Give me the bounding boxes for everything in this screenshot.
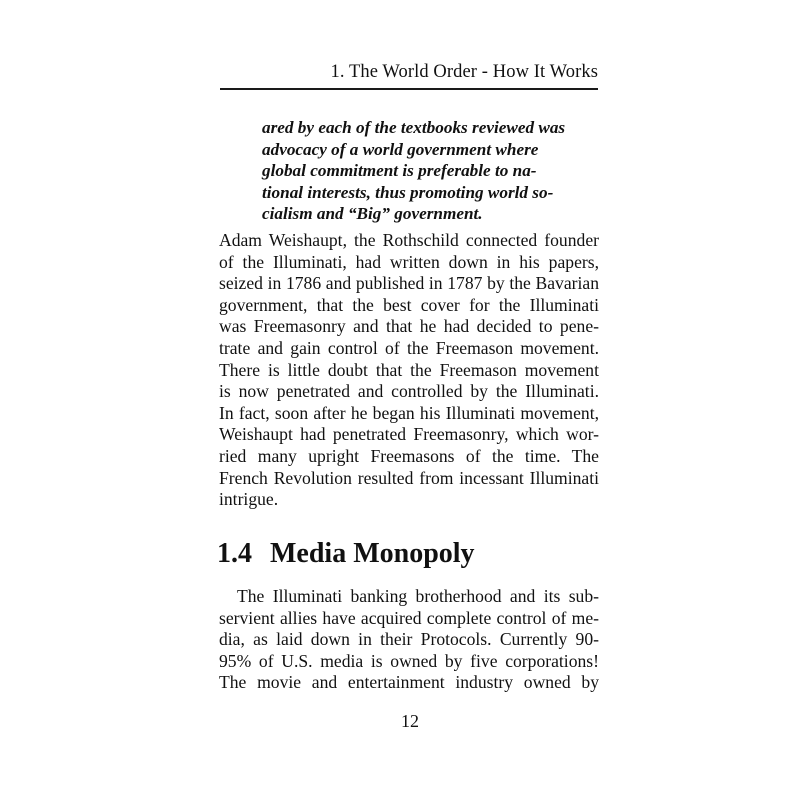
section-line: servient allies have acquired complete control of me- <box>219 607 599 628</box>
section-title: Media Monopoly <box>270 538 475 569</box>
section-line: The movie and entertainment industry owned by <box>219 672 599 693</box>
body-line: ried many upright Freemasons of the time. The <box>219 445 599 466</box>
body-line: trate and gain control of the Freemason movement. <box>219 337 599 358</box>
quote-line: global commitment is preferable to na- <box>262 161 537 181</box>
body-line: Weishaupt had penetrated Freemasonry, which wor- <box>219 424 599 445</box>
running-head: 1. The World Order - How It Works <box>330 62 598 82</box>
section-line: dia, as laid down in their Protocols. Currently 90- <box>219 629 599 650</box>
section-line: The Illuminati banking brotherhood and its sub- <box>237 586 599 606</box>
quote-line: ared by each of the textbooks reviewed was <box>262 118 566 137</box>
body-paragraph <box>219 230 599 511</box>
body-line: Adam Weishaupt, the Rothschild connected founder <box>219 230 599 250</box>
body-line: French Revolution resulted from incessant Illuminati <box>219 467 599 488</box>
quote-line: advocacy of a world government where <box>262 139 539 159</box>
section-line: 95% of U.S. media is owned by five corporations! <box>219 650 599 671</box>
section-heading <box>217 538 475 570</box>
body-line: seized in 1786 and published in 1787 by the Bavarian <box>219 273 599 294</box>
body-line: government, that the best cover for the Illuminati <box>219 294 599 315</box>
body-line: intrigue. <box>219 489 279 510</box>
section-number: 1.4 <box>217 538 252 569</box>
page-number: 12 <box>401 711 419 731</box>
body-line: of the Illuminati, had written down in his papers, <box>219 251 599 272</box>
body-line: There is little doubt that the Freemason movement <box>219 359 599 380</box>
quote-line: cialism and “Big” government. <box>262 204 483 224</box>
header-rule <box>220 88 598 90</box>
body-line: was Freemasonry and that he had decided to pene- <box>219 316 599 337</box>
section-paragraph <box>219 586 599 694</box>
quote-line: tional interests, thus promoting world so- <box>262 182 554 202</box>
block-quote <box>262 117 566 225</box>
body-line: In fact, soon after he began his Illuminati movement, <box>219 402 599 423</box>
body-line: is now penetrated and controlled by the Illuminati. <box>219 381 599 402</box>
